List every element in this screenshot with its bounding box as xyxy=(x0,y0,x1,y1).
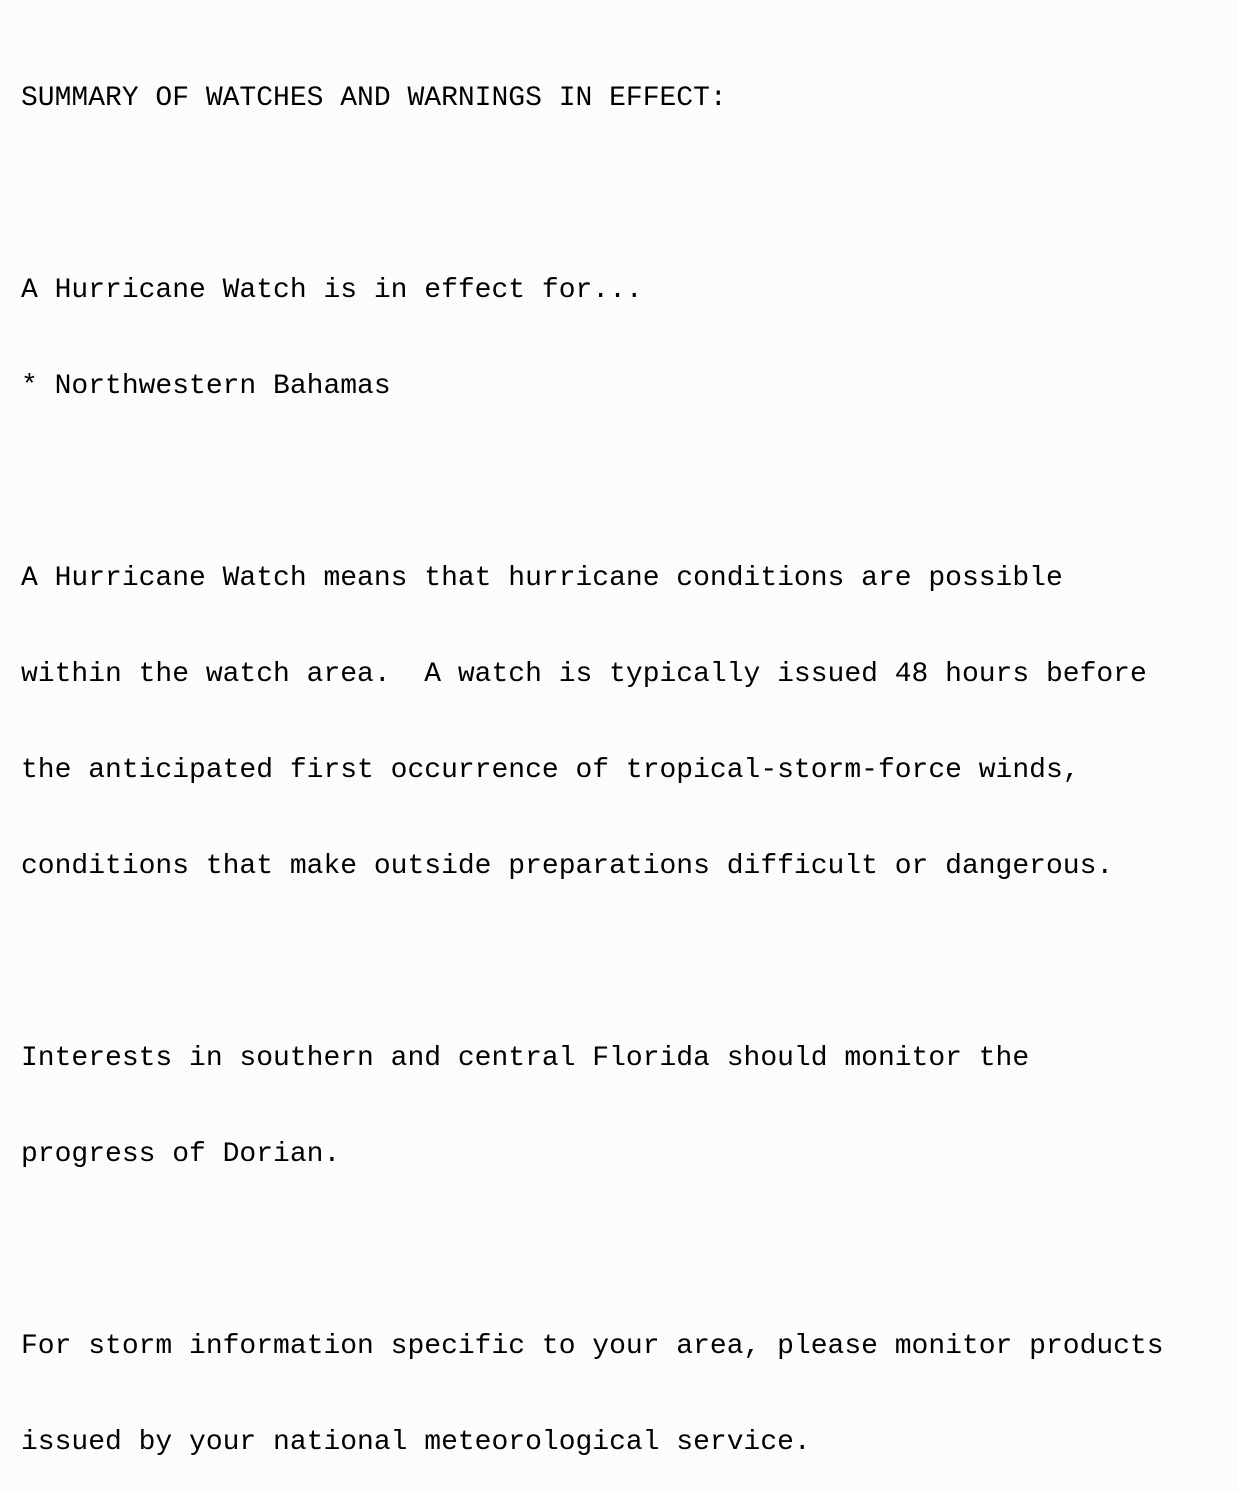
definition-line: conditions that make outside preparations difficult or dangerous. xyxy=(21,851,1114,882)
definition-line: the anticipated first occurrence of tropical-storm-force winds, xyxy=(21,755,1080,786)
interests-line: Interests in southern and central Florida should monitor the xyxy=(21,1043,1030,1074)
blank-line xyxy=(21,179,1164,211)
info-line: issued by your national meteorological service. xyxy=(21,1427,811,1458)
blank-line xyxy=(21,1235,1164,1267)
definition-line: A Hurricane Watch means that hurricane conditions are possible xyxy=(21,563,1063,594)
blank-line xyxy=(21,947,1164,979)
info-line: For storm information specific to your area, please monitor products xyxy=(21,1331,1164,1362)
advisory-text-body xyxy=(21,19,1164,1491)
watch-intro-line: A Hurricane Watch is in effect for... xyxy=(21,275,643,306)
summary-heading: SUMMARY OF WATCHES AND WARNINGS IN EFFECT: xyxy=(21,83,727,114)
interests-line: progress of Dorian. xyxy=(21,1139,341,1170)
blank-line xyxy=(21,467,1164,499)
watch-area-bullet: * Northwestern Bahamas xyxy=(21,371,391,402)
definition-line: within the watch area. A watch is typically issued 48 hours before xyxy=(21,659,1147,690)
